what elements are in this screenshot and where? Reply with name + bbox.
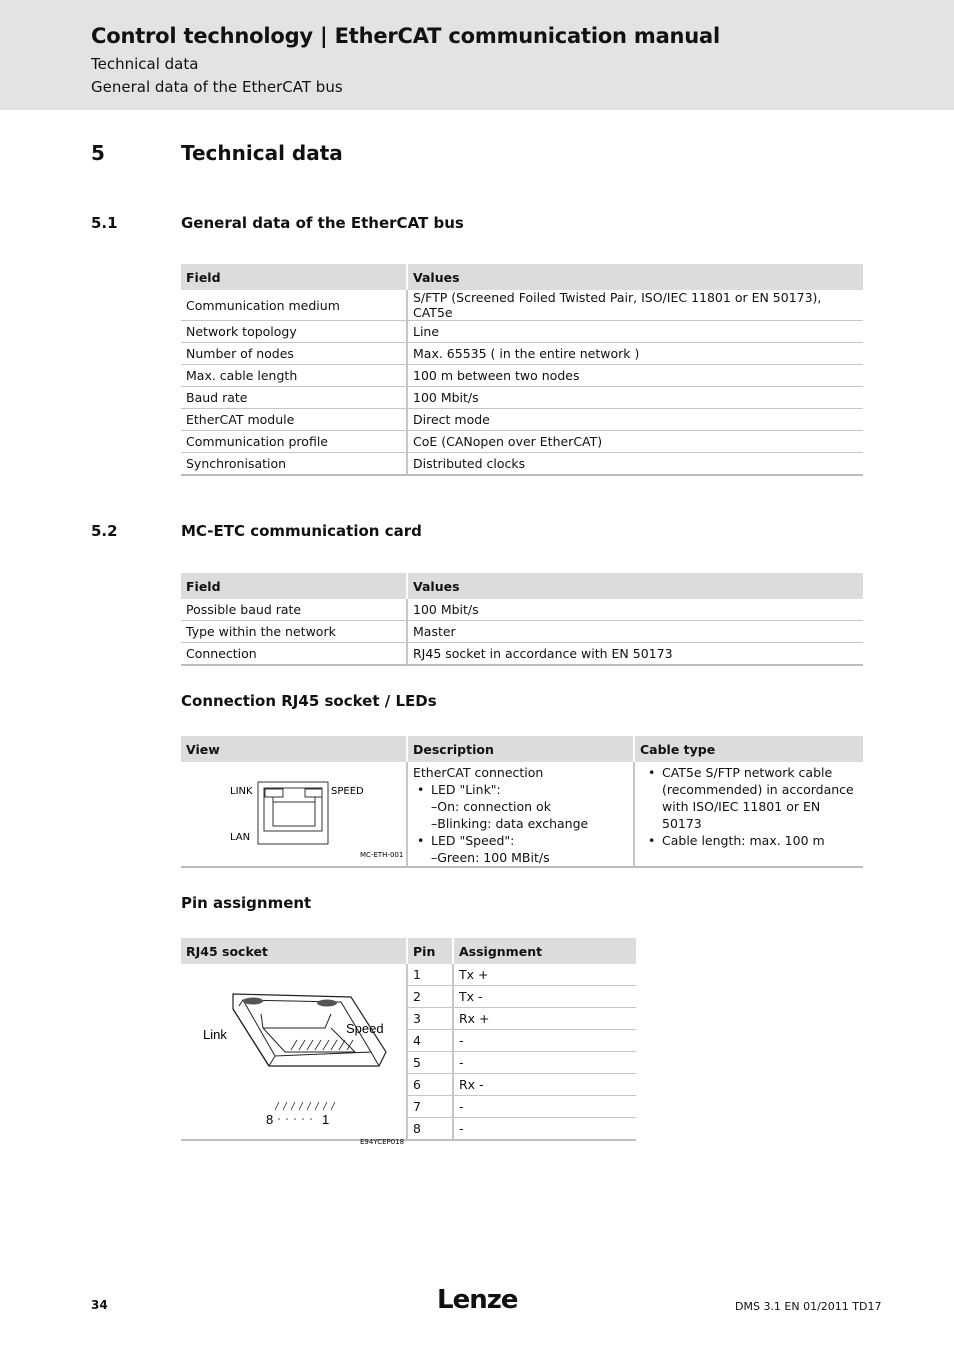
pin-cell: 7 — [408, 1096, 454, 1118]
list-item: • Cable length: max. 100 m — [662, 832, 858, 849]
list-item: • CAT5e S/FTP network cable (recommended) in accordance with ISO/IEC 11801 or EN 50173 — [662, 764, 858, 832]
communication-card-table — [181, 573, 863, 666]
figure-code: E94YCEP018 — [360, 1138, 405, 1146]
assignment-cell: - — [454, 1052, 636, 1074]
table-cell: Line — [408, 321, 863, 343]
table-header-row — [181, 736, 863, 762]
figure-pin-8: 8 — [266, 1112, 274, 1127]
pin-cell: 2 — [408, 986, 454, 1008]
table-row — [181, 762, 863, 868]
list-item: • LED "Speed": — [431, 832, 628, 849]
chapter-title: Technical data — [181, 141, 343, 165]
table-row — [181, 387, 863, 409]
table-cell: Possible baud rate — [181, 599, 408, 621]
assignment-cell: Tx - — [454, 986, 636, 1008]
figure-label-lan: LAN — [230, 832, 251, 843]
cable-type-cell — [635, 762, 863, 868]
column-header: Pin — [408, 938, 454, 964]
table-cell: Type within the network — [181, 621, 408, 643]
document-reference: DMS 3.1 EN 01/2011 TD17 — [735, 1300, 882, 1313]
table-row — [181, 343, 863, 365]
column-header: Cable type — [635, 736, 863, 762]
breadcrumb-section: General data of the EtherCAT bus — [91, 78, 343, 96]
table-cell: Baud rate — [181, 387, 408, 409]
table-row — [181, 290, 863, 321]
table-row — [181, 365, 863, 387]
pin-cell: 4 — [408, 1030, 454, 1052]
chapter-number: 5 — [91, 141, 105, 165]
assignment-cell: Tx + — [454, 964, 636, 986]
table-row — [181, 964, 636, 986]
figure-code: MC-ETH-001 — [360, 851, 404, 859]
list-item: –On: connection ok — [431, 799, 551, 814]
pin-assignment-heading: Pin assignment — [181, 894, 312, 912]
table-header-row — [181, 573, 863, 599]
connection-heading: Connection RJ45 socket / LEDs — [181, 692, 437, 710]
pin-cell: 1 — [408, 964, 454, 986]
table-cell: Communication profile — [181, 431, 408, 453]
led-list — [413, 781, 628, 798]
description-cell — [408, 762, 635, 868]
pin-cell: 5 — [408, 1052, 454, 1074]
assignment-cell: - — [454, 1096, 636, 1118]
assignment-cell: - — [454, 1118, 636, 1141]
table-cell: 100 Mbit/s — [408, 599, 863, 621]
table-cell: Max. cable length — [181, 365, 408, 387]
figure-label-link: LINK — [230, 786, 253, 797]
table-cell: Synchronisation — [181, 453, 408, 476]
table-row — [181, 599, 863, 621]
table-header-row — [181, 938, 636, 964]
figure-label-speed: SPEED — [331, 786, 364, 797]
table-cell: CoE (CANopen over EtherCAT) — [408, 431, 863, 453]
pin-assignment-table — [181, 938, 636, 1146]
table-cell: Connection — [181, 643, 408, 666]
assignment-cell: - — [454, 1030, 636, 1052]
table-row — [181, 643, 863, 666]
table-cell: Communication medium — [181, 290, 408, 321]
page-number: 34 — [91, 1298, 108, 1312]
table-cell: S/FTP (Screened Foiled Twisted Pair, ISO/IEC 11801 or EN 50173), CAT5e — [408, 290, 863, 321]
column-header: Field — [181, 264, 408, 290]
column-header: Description — [408, 736, 635, 762]
assignment-cell: Rx - — [454, 1074, 636, 1096]
rj45-pin-figure — [181, 964, 406, 1149]
rj45-led-table — [181, 736, 863, 868]
description-title: EtherCAT connection — [413, 765, 544, 780]
table-cell: EtherCAT module — [181, 409, 408, 431]
table-cell: Distributed clocks — [408, 453, 863, 476]
section-5-1-number: 5.1 — [91, 214, 118, 232]
column-header: Values — [408, 573, 863, 599]
table-cell: Direct mode — [408, 409, 863, 431]
section-5-2-title: MC-ETC communication card — [181, 522, 422, 540]
column-header: Field — [181, 573, 408, 599]
figure-label-speed: Speed — [346, 1021, 384, 1036]
list-item: • LED "Link": — [431, 781, 628, 798]
assignment-cell: Rx + — [454, 1008, 636, 1030]
table-row — [181, 431, 863, 453]
table-row — [181, 409, 863, 431]
table-row — [181, 621, 863, 643]
led-list — [413, 832, 628, 849]
table-row — [181, 453, 863, 476]
table-cell: Number of nodes — [181, 343, 408, 365]
figure-pin-1: 1 — [322, 1112, 330, 1127]
pin-cell: 3 — [408, 1008, 454, 1030]
figure-label-link: Link — [203, 1027, 227, 1042]
cable-list — [640, 764, 858, 849]
table-cell: Master — [408, 621, 863, 643]
table-row — [181, 321, 863, 343]
table-cell: 100 Mbit/s — [408, 387, 863, 409]
general-data-table — [181, 264, 863, 476]
column-header: View — [181, 736, 408, 762]
breadcrumb-chapter: Technical data — [91, 55, 199, 73]
document-title: Control technology | EtherCAT communication manual — [91, 24, 721, 48]
socket-figure-cell — [181, 964, 408, 1146]
rj45-led-figure — [181, 762, 406, 866]
section-5-1-title: General data of the EtherCAT bus — [181, 214, 464, 232]
section-5-2-number: 5.2 — [91, 522, 118, 540]
column-header: RJ45 socket — [181, 938, 408, 964]
lenze-logo: Lenze — [437, 1285, 518, 1315]
table-cell: Network topology — [181, 321, 408, 343]
column-header: Values — [408, 264, 863, 290]
table-cell: 100 m between two nodes — [408, 365, 863, 387]
view-cell — [181, 762, 408, 868]
table-cell: Max. 65535 ( in the entire network ) — [408, 343, 863, 365]
table-header-row — [181, 264, 863, 290]
pin-cell: 8 — [408, 1118, 454, 1141]
table-cell: RJ45 socket in accordance with EN 50173 — [408, 643, 863, 666]
pin-cell: 6 — [408, 1074, 454, 1096]
list-item: –Green: 100 MBit/s — [431, 850, 550, 865]
list-item: –Blinking: data exchange — [431, 816, 589, 831]
column-header: Assignment — [454, 938, 636, 964]
